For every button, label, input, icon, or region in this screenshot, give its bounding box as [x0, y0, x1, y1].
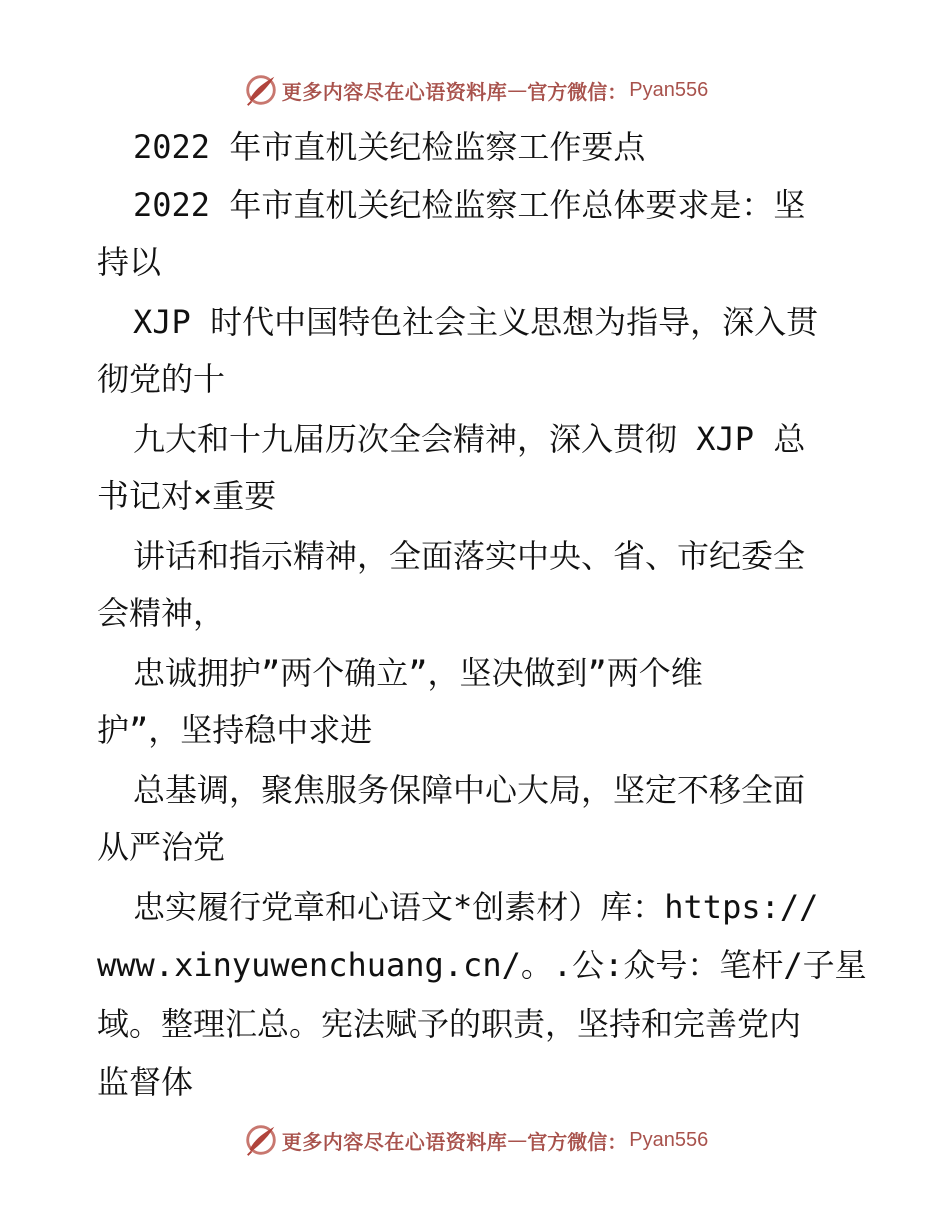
- paragraph-line: 域。整理汇总。宪法赋予的职责，坚持和完善党内: [97, 1005, 802, 1043]
- banner-wechat-id: Pyan556: [629, 1128, 709, 1151]
- banner-dash: —: [507, 1128, 528, 1152]
- banner-slogan: 更多内容尽在心语资料库: [281, 1129, 508, 1154]
- banner-wechat-label: 官方微信：: [527, 79, 628, 104]
- footer-watermark-banner: [0, 1120, 950, 1160]
- banner-wechat-id: Pyan556: [629, 78, 709, 101]
- banner-wechat-label: 官方微信：: [527, 1129, 628, 1154]
- paragraph-line: 彻党的十: [97, 360, 226, 398]
- banner-slogan: 更多内容尽在心语资料库: [281, 79, 508, 104]
- document-title: 2022 年市直机关纪检监察工作要点: [133, 128, 646, 166]
- pen-logo-icon: [242, 1121, 280, 1159]
- paragraph-line: 忠实履行党章和心语文*创素材）库：https://: [133, 888, 819, 926]
- paragraph-line: 持以: [97, 243, 162, 281]
- paragraph-line: 书记对×重要: [97, 477, 277, 515]
- paragraph-line: 忠诚拥护”两个确立”，坚决做到”两个维: [133, 654, 703, 692]
- paragraph-line: 九大和十九届历次全会精神，深入贯彻 XJP 总: [133, 420, 806, 458]
- paragraph-line: 从严治党: [97, 828, 226, 866]
- paragraph-line: XJP 时代中国特色社会主义思想为指导，深入贯: [133, 303, 819, 341]
- paragraph-line: 监督体: [97, 1063, 194, 1101]
- banner-dash: —: [507, 78, 528, 102]
- paragraph-line: 总基调，聚焦服务保障中心大局，坚定不移全面: [133, 771, 806, 809]
- paragraph-line: 2022 年市直机关纪检监察工作总体要求是：坚: [133, 186, 806, 224]
- paragraph-line: www.xinyuwenchuang.cn/。.公:众号：笔杆/子星: [97, 946, 867, 984]
- paragraph-line: 护”，坚持稳中求进: [97, 711, 373, 749]
- paragraph-line: 讲话和指示精神，全面落实中央、省、市纪委全: [133, 537, 806, 575]
- paragraph-line: 会精神，: [97, 594, 226, 632]
